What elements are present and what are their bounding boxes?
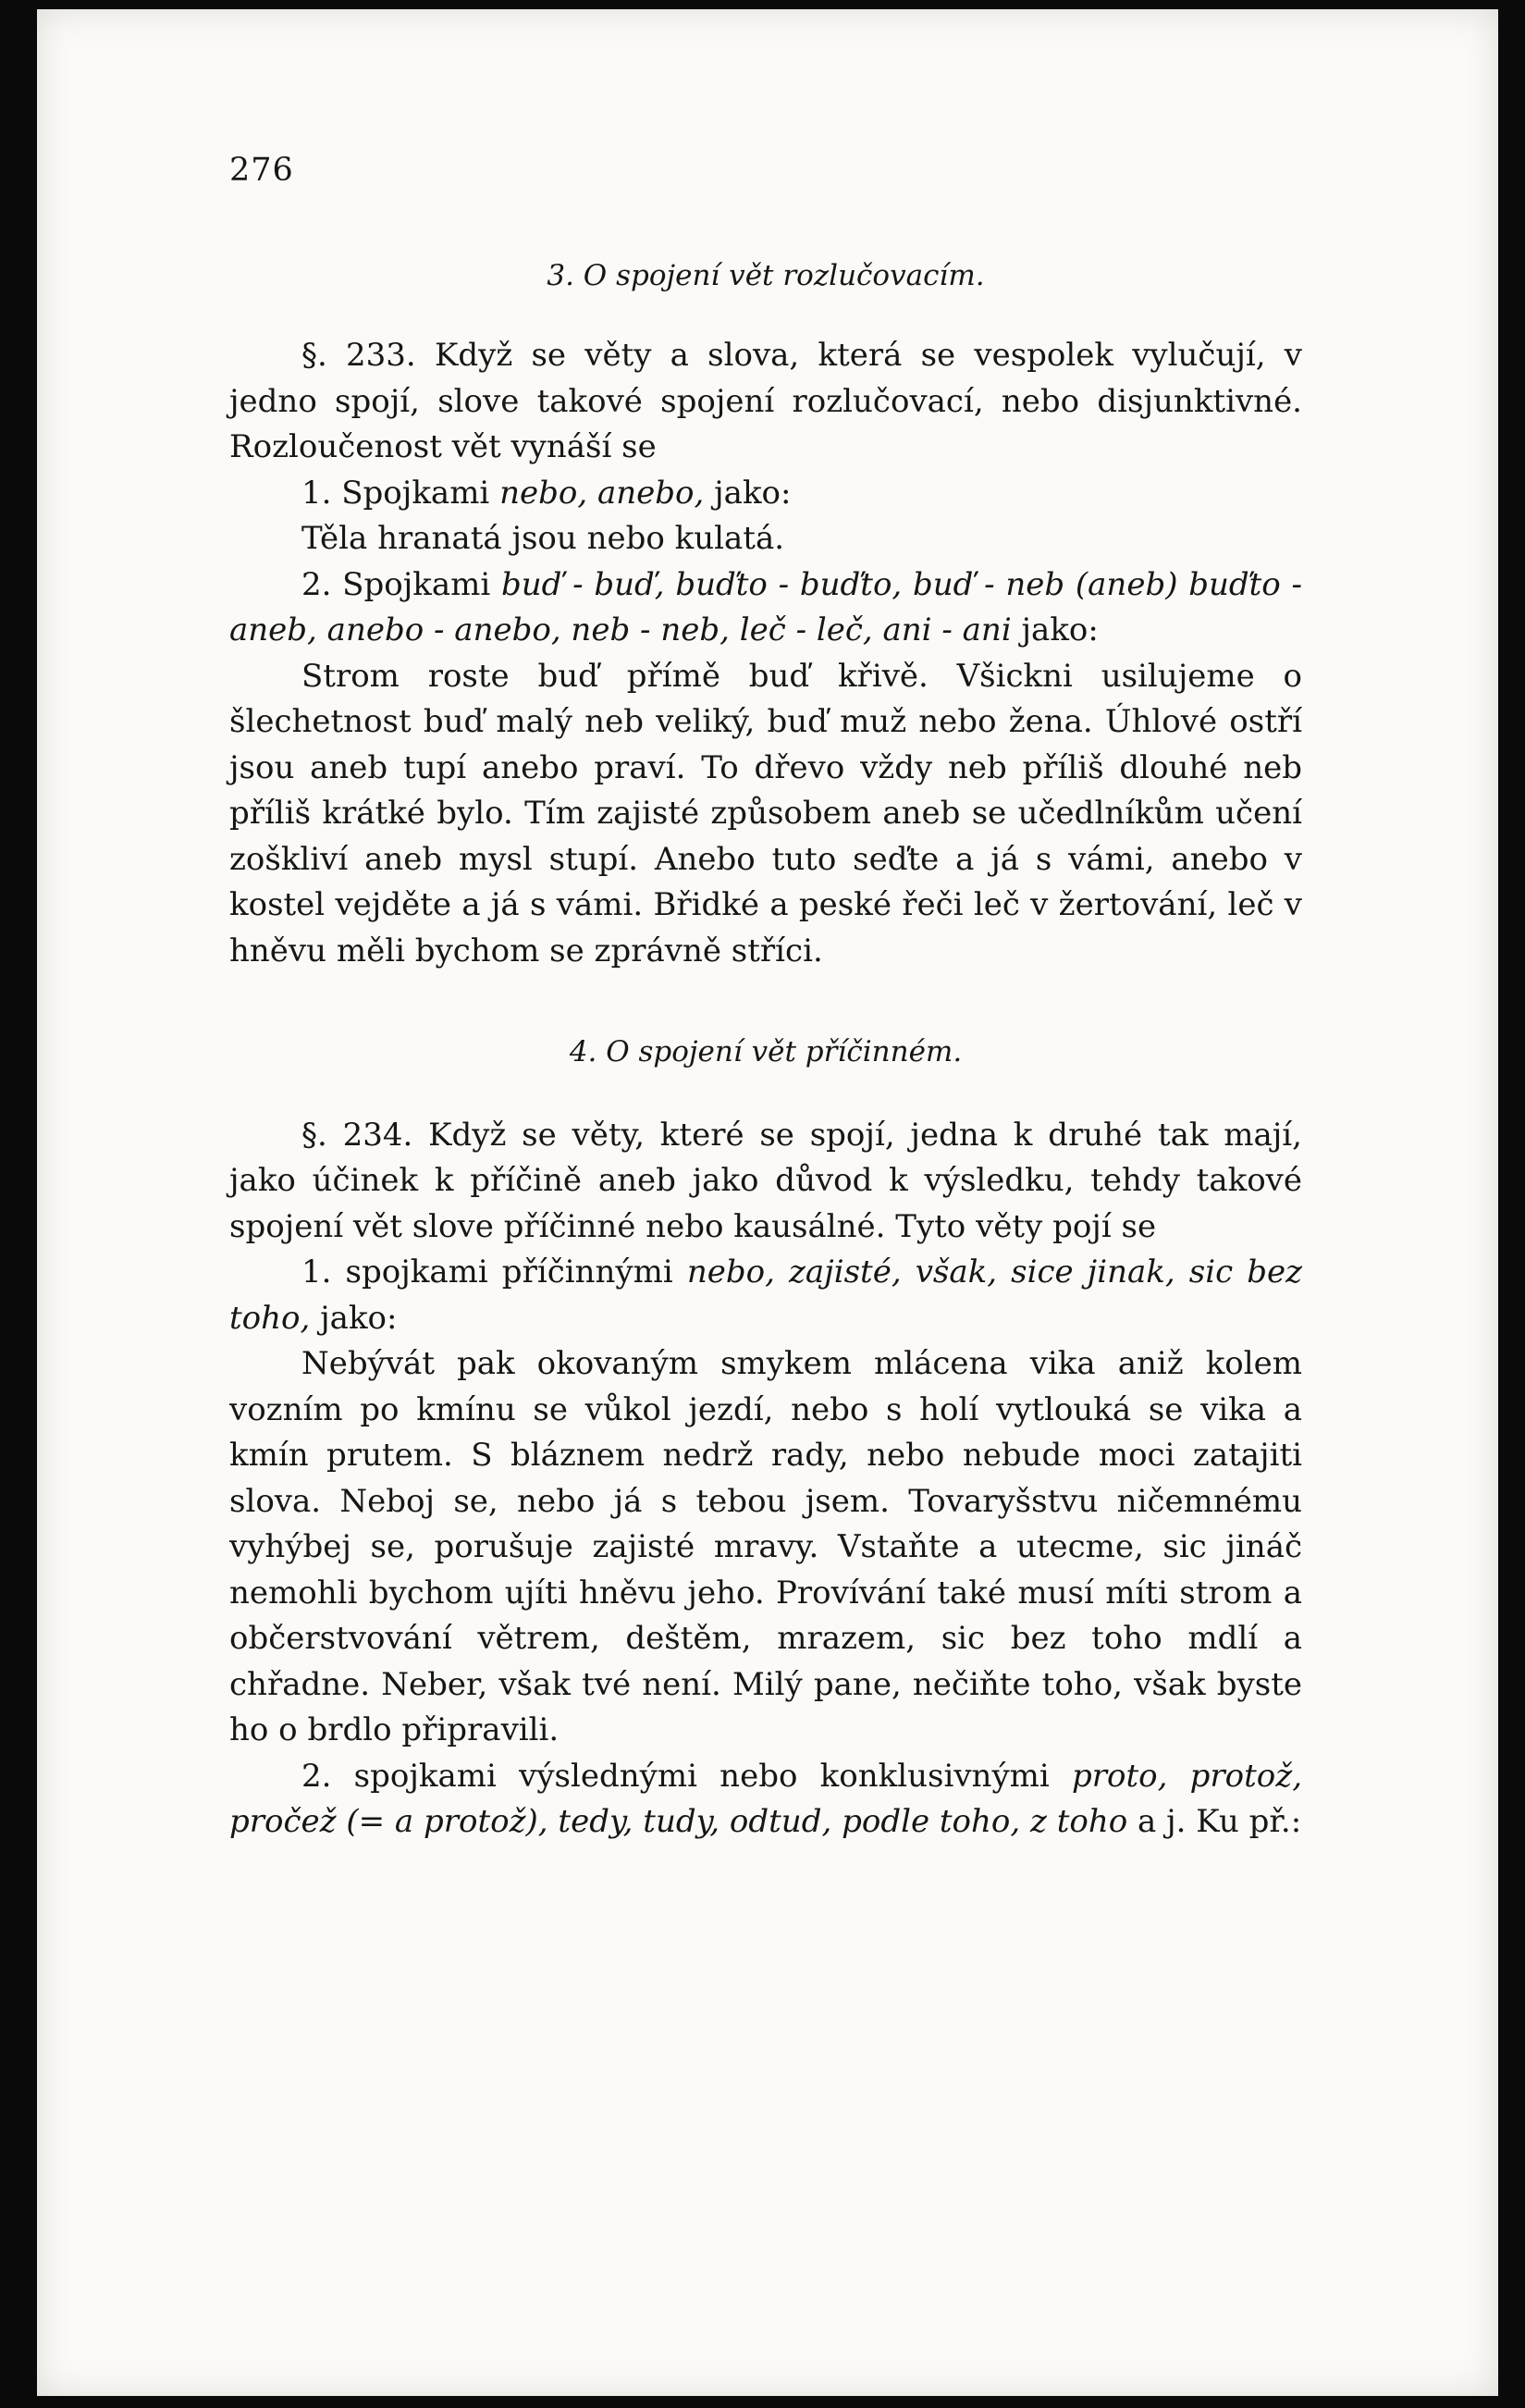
example-4-1: Nebývát pak okovaným smykem mlácena vika aniž kolem vozním po kmínu se vůkol jezdí, nebo s holí vytlouká se vika a kmín prutem. S bláznem nedrž rady, nebo nebude moci zatajiti slova. Neboj se, nebo já s tebou jsem. Tovaryšstvu ničemnému vyhýbej se, porušuje zajisté mravy. Vstaňte a utecme, sic jináč nemohli bychom ujíti hněvu jeho. Provívání také musí míti strom a občerstvování větrem, deštěm, mrazem, sic bez toho mdlí a chřadne. Neber, však tvé není. Milý pane, nečiňte toho, však byste ho o brdlo připravili. (229, 1345, 1302, 1748)
example-3-2: Strom roste buď přímě buď křivě. Všickni usilujeme o šlechetnost buď malý neb veliký, buď muž nebo žena. Úhlové ostří jsou aneb tupí anebo praví. To dřevo vždy neb příliš dlouhé neb příliš krátké bylo. Tím zajisté způsobem aneb se učedlníkům učení zoškliví aneb mysl stupí. Anebo tuto seďte a já s vámi, anebo v kostel vejděte a já s vámi. Břidké a peské řeči leč v žertování, leč v hněvu měli bychom se zprávně stříci. (229, 657, 1302, 969)
item-tail: jako: (1021, 611, 1099, 648)
page-number: 276 (229, 152, 294, 189)
item-3-2 (229, 562, 1302, 654)
item-conjunctions: proto, protož, pročež (= a protož), tedy, tudy, odtud, podle toho, z toho (229, 1757, 1302, 1840)
item-3-1 (229, 471, 1302, 517)
book-page (37, 9, 1498, 2396)
example-3-1: Těla hranatá jsou nebo kulatá. (301, 520, 785, 557)
item-4-2 (229, 1754, 1302, 1846)
page-content (229, 148, 1302, 1846)
item-4-1 (229, 1250, 1302, 1341)
item-lead: 2. Spojkami (301, 565, 491, 603)
item-lead: 2. spojkami výslednými nebo konklusivnými (301, 1757, 1050, 1795)
item-conjunctions: nebo, zajisté, však, sice jinak, sic bez toho, (229, 1253, 1303, 1337)
item-conjunctions: buď - buď, buďto - buďto, buď - neb (aneb) buďto - aneb, anebo - anebo, neb - neb, leč - leč, ani - ani (229, 565, 1302, 648)
section-heading-4: 4. O spojení vět příčinném. (569, 1035, 963, 1068)
item-lead: 1. spojkami příčinnými (301, 1253, 673, 1290)
item-tail: jako: (320, 1299, 398, 1337)
item-tail: a j. Ku př.: (1138, 1803, 1302, 1840)
paragraph-233: §. 233. Když se věty a slova, která se vespolek vylučují, v jedno spojí, slove takové spojení rozlučovací, nebo disjunktivné. Rozloučenost vět vynáší se (229, 337, 1302, 465)
item-lead: 1. Spojkami (301, 474, 490, 512)
item-tail: jako: (714, 474, 792, 512)
section-heading-3: 3. O spojení vět rozlučovacím. (547, 258, 985, 292)
item-conjunctions: nebo, anebo, (499, 474, 705, 512)
paragraph-234: §. 234. Když se věty, které se spojí, jedna k druhé tak mají, jako účinek k příčině aneb jako důvod k výsledku, tehdy takové spojení vět slove příčinné nebo kausálné. Tyto věty pojí se (229, 1116, 1302, 1245)
